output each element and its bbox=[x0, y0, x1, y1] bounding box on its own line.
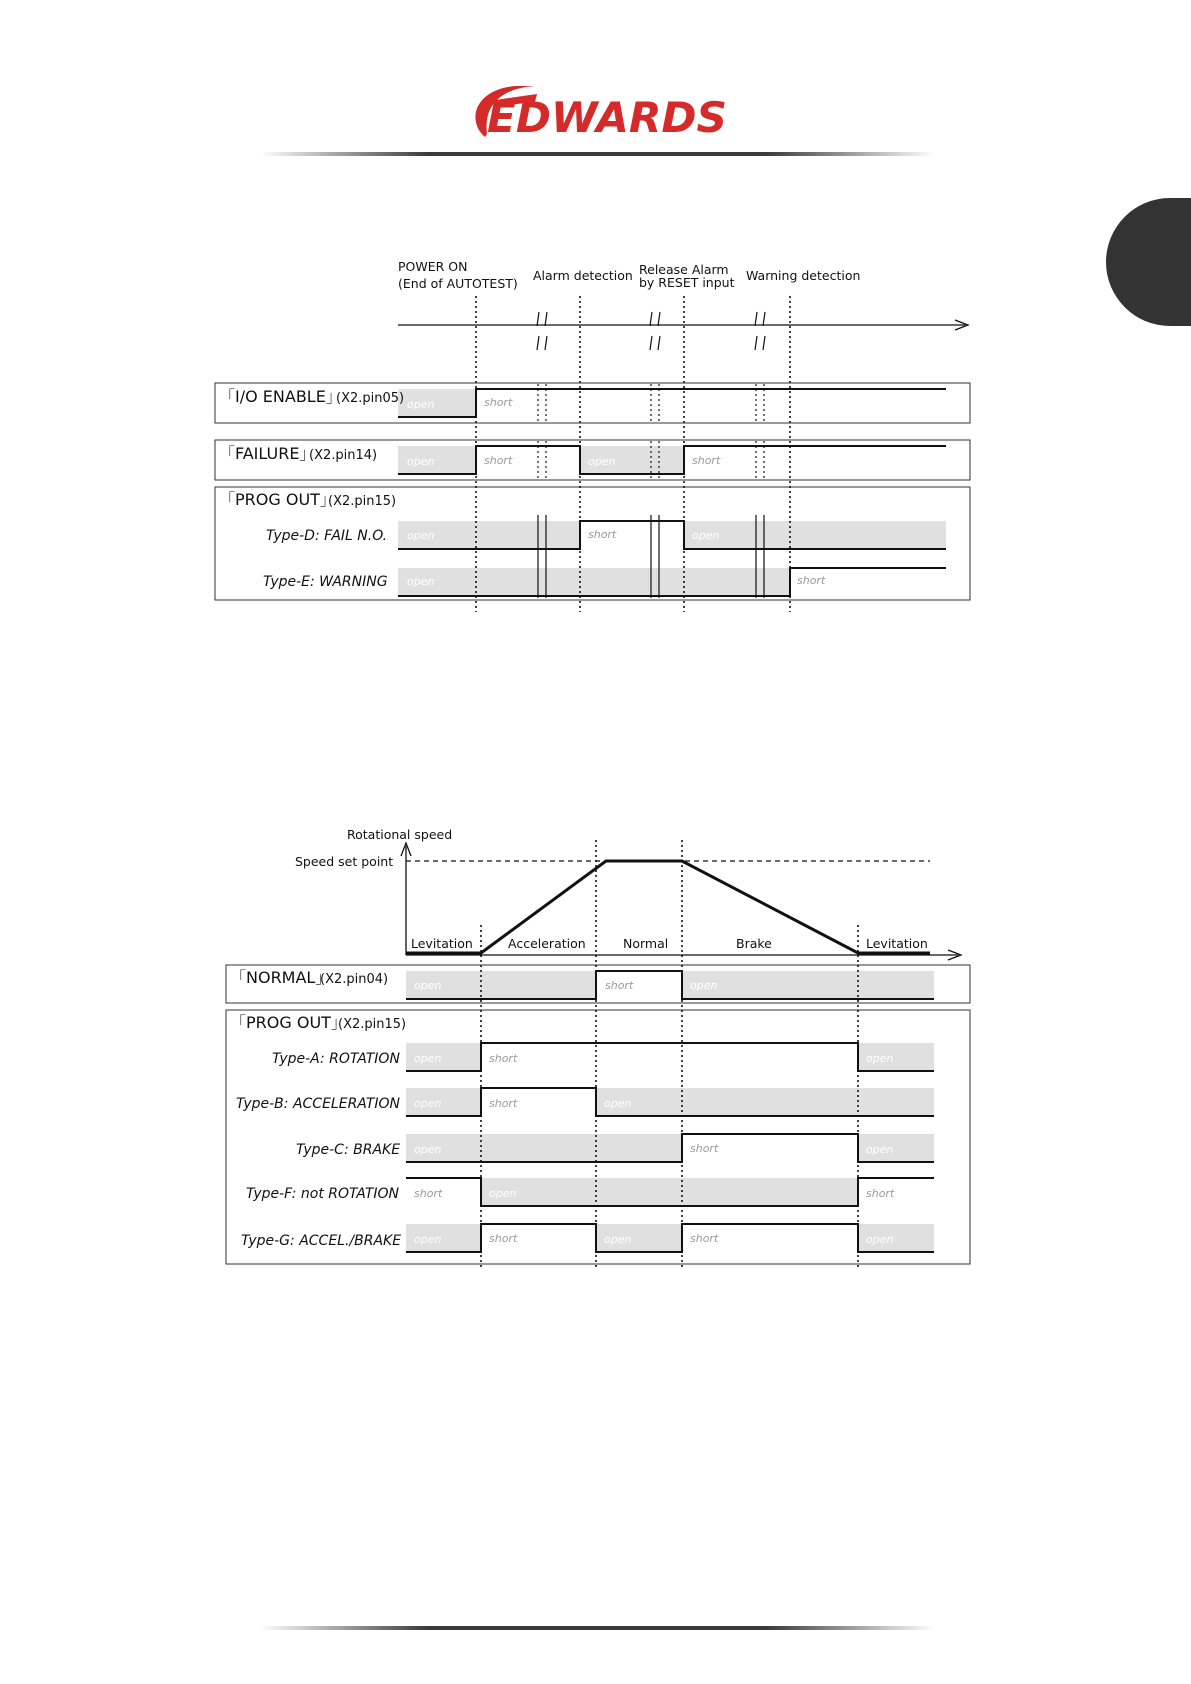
phase-levitation-end: Levitation bbox=[866, 936, 928, 951]
svg-text:short: short bbox=[866, 1187, 895, 1200]
svg-text:open: open bbox=[407, 455, 435, 468]
svg-text:short: short bbox=[484, 454, 513, 467]
open-regions-2 bbox=[406, 971, 934, 1252]
phase-levitation-start: Levitation bbox=[411, 936, 473, 951]
svg-text:short: short bbox=[489, 1232, 518, 1245]
svg-text:open: open bbox=[414, 1233, 442, 1246]
svg-text:open: open bbox=[866, 1143, 894, 1156]
svg-text:open: open bbox=[604, 1233, 632, 1246]
waveforms bbox=[398, 389, 946, 596]
svg-text:short: short bbox=[690, 1232, 719, 1245]
event-warning-label: Warning detection bbox=[746, 268, 861, 283]
event-release-sublabel: by RESET input bbox=[639, 275, 735, 290]
footer-divider bbox=[260, 1626, 935, 1630]
prog-out-pin: (X2.pin15) bbox=[328, 494, 397, 509]
failure-label: 「FAILURE」 bbox=[219, 444, 316, 463]
svg-text:open: open bbox=[489, 1187, 517, 1200]
type-a-wave bbox=[406, 1043, 934, 1071]
svg-text:open: open bbox=[866, 1233, 894, 1246]
svg-text:open: open bbox=[414, 1097, 442, 1110]
svg-text:short: short bbox=[690, 1142, 719, 1155]
open-regions bbox=[398, 389, 946, 596]
prog-out-pin-2: (X2.pin15) bbox=[338, 1017, 407, 1032]
header-divider bbox=[260, 152, 935, 156]
time-axis bbox=[398, 320, 968, 330]
svg-text:open: open bbox=[407, 398, 435, 411]
io-enable-pin: (X2.pin05) bbox=[336, 391, 405, 406]
svg-text:open: open bbox=[866, 1052, 894, 1065]
type-g-label: Type-G: ACCEL./BRAKE bbox=[241, 1233, 402, 1249]
phase-normal: Normal bbox=[623, 936, 669, 951]
svg-text:open: open bbox=[407, 575, 435, 588]
type-f-label: Type-F: not ROTATION bbox=[246, 1186, 400, 1202]
svg-text:short: short bbox=[489, 1052, 518, 1065]
setpoint-label: Speed set point bbox=[295, 854, 394, 869]
svg-text:short: short bbox=[588, 528, 617, 541]
svg-text:short: short bbox=[489, 1097, 518, 1110]
event-power-on-sublabel: (End of AUTOTEST) bbox=[398, 276, 518, 291]
svg-text:open: open bbox=[414, 979, 442, 992]
svg-text:short: short bbox=[414, 1187, 443, 1200]
svg-text:open: open bbox=[692, 529, 720, 542]
svg-text:open: open bbox=[414, 1143, 442, 1156]
event-alarm-label: Alarm detection bbox=[533, 268, 633, 283]
prog-out-label: 「PROG OUT」 bbox=[219, 490, 336, 509]
edwards-logo bbox=[465, 82, 735, 142]
prog-out-label-2: 「PROG OUT」 bbox=[230, 1013, 347, 1032]
svg-text:open: open bbox=[588, 455, 616, 468]
event-release-label: Release Alarm bbox=[639, 262, 729, 277]
type-a-label: Type-A: ROTATION bbox=[272, 1051, 400, 1067]
type-d-label: Type-D: FAIL N.O. bbox=[266, 528, 388, 544]
phase-brake: Brake bbox=[736, 936, 772, 951]
state-labels bbox=[407, 396, 826, 588]
svg-text:open: open bbox=[407, 529, 435, 542]
speed-axis-label: Rotational speed bbox=[347, 827, 453, 842]
event-power-on-label: POWER ON bbox=[398, 259, 468, 274]
svg-text:short: short bbox=[605, 979, 634, 992]
type-e-label: Type-E: WARNING bbox=[263, 574, 388, 590]
io-enable-label: 「I/O ENABLE」 bbox=[219, 387, 342, 406]
svg-text:short: short bbox=[692, 454, 721, 467]
speed-timing-diagram bbox=[0, 820, 1191, 1280]
svg-text:short: short bbox=[797, 574, 826, 587]
failure-pin: (X2.pin14) bbox=[309, 448, 378, 463]
normal-pin: (X2.pin04) bbox=[320, 972, 389, 987]
normal-label: 「NORMAL」 bbox=[230, 968, 332, 987]
svg-text:short: short bbox=[484, 396, 513, 409]
io-enable-wave bbox=[398, 389, 946, 417]
svg-text:open: open bbox=[604, 1097, 632, 1110]
phase-acceleration: Acceleration bbox=[508, 936, 586, 951]
type-c-label: Type-C: BRAKE bbox=[296, 1142, 401, 1158]
alarm-timing-diagram bbox=[0, 240, 1191, 620]
type-b-label: Type-B: ACCELERATION bbox=[236, 1096, 401, 1112]
svg-text:open: open bbox=[414, 1052, 442, 1065]
svg-text:open: open bbox=[690, 979, 718, 992]
brand-wordmark: EDWARDS bbox=[487, 93, 727, 142]
